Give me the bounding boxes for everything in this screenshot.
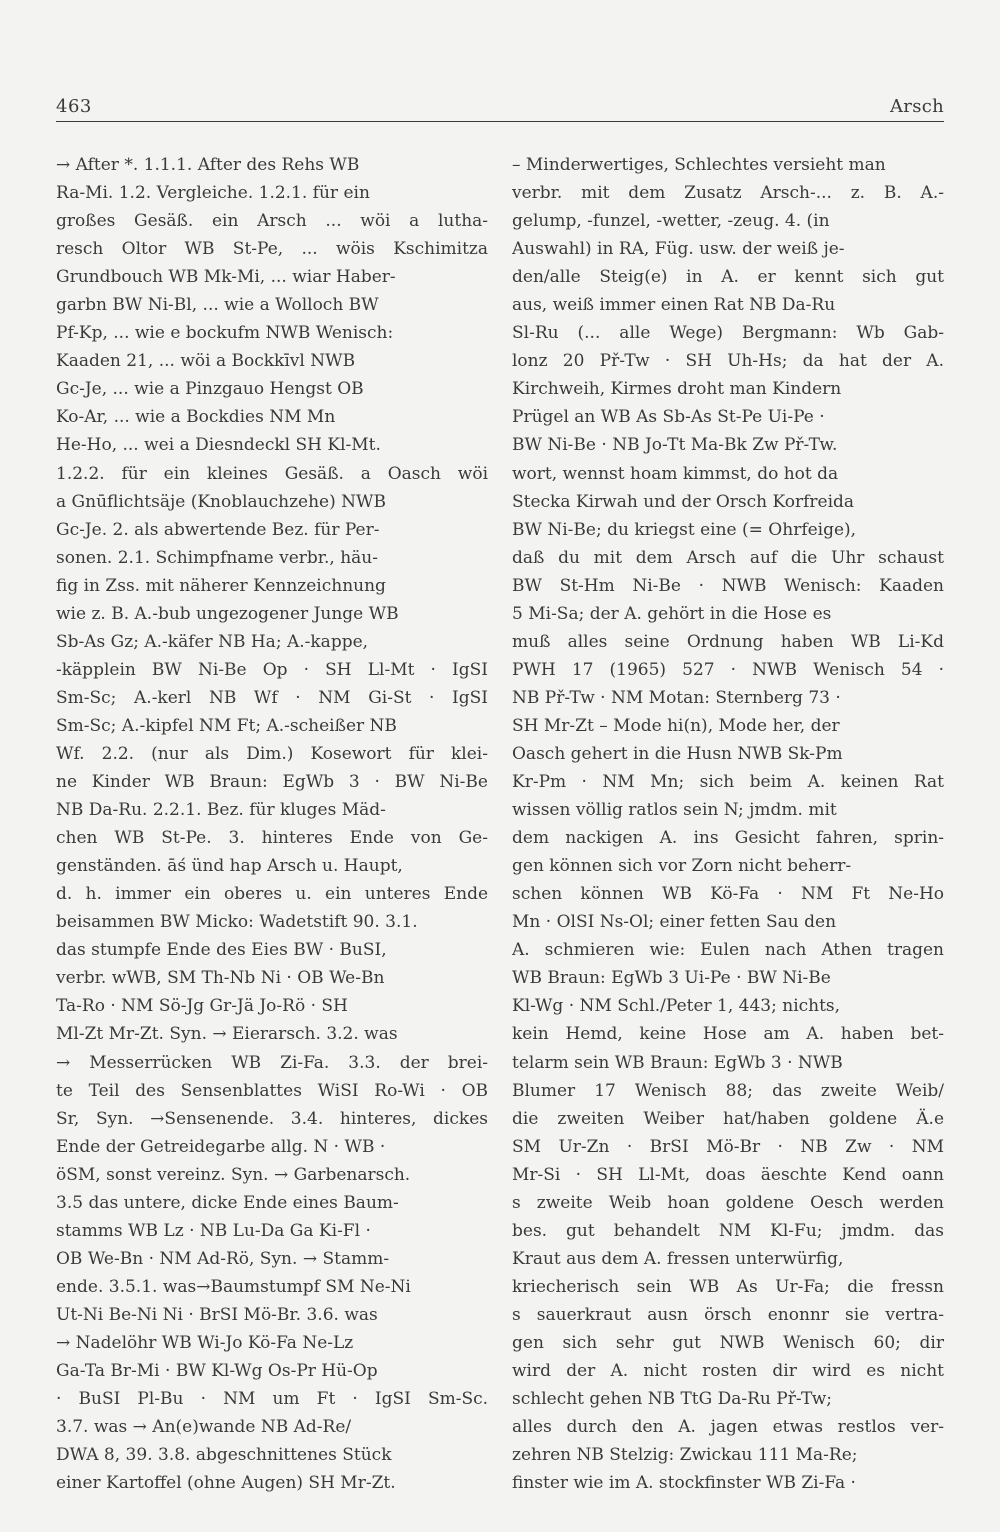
text-line: großes Gesäß. ein Arsch ... wöi a lutha-: [56, 211, 488, 232]
text-line: Ml-Zt Mr-Zt. Syn. → Eierarsch. 3.2. was: [56, 1024, 398, 1045]
text-line: chen WB St-Pe. 3. hinteres Ende von Ge-: [56, 828, 488, 849]
text-line: Prügel an WB As Sb-As St-Pe Ui-Pe ·: [512, 407, 825, 428]
text-line: s sauerkraut ausn örsch enonnr sie vertra-: [512, 1304, 944, 1325]
text-line: DWA 8, 39. 3.8. abgeschnittenes Stück: [56, 1445, 392, 1466]
text-line: Oasch gehert in die Husn NWB Sk-Pm: [512, 743, 843, 764]
text-line: Gc-Je, ... wie a Pinzgauo Hengst OB: [56, 379, 364, 400]
text-line: zehren NB Stelzig: Zwickau 111 Ma-Re;: [512, 1445, 858, 1466]
text-line: schen können WB Kö-Fa · NM Ft Ne-Ho: [512, 884, 944, 905]
text-line: Gc-Je. 2. als abwertende Bez. für Per-: [56, 519, 380, 540]
text-line: → Messerrücken WB Zi-Fa. 3.3. der brei-: [56, 1052, 488, 1073]
text-line: NB Př-Tw · NM Motan: Sternberg 73 ·: [512, 687, 841, 708]
text-line: gen sich sehr gut NWB Wenisch 60; dir: [512, 1332, 944, 1353]
text-line: kriecherisch sein WB As Ur-Fa; die fressn: [512, 1276, 944, 1297]
text-line: Stecka Kirwah und der Orsch Korfreida: [512, 491, 855, 512]
text-line: -käpplein BW Ni-Be Op · SH Ll-Mt · IgSI: [56, 659, 488, 680]
text-line: garbn BW Ni-Bl, ... wie a Wolloch BW: [56, 295, 379, 316]
text-line: lonz 20 Př-Tw · SH Uh-Hs; da hat der A.: [512, 351, 944, 372]
running-head: Arsch: [889, 96, 944, 117]
text-line: sonen. 2.1. Schimpfname verbr., häu-: [56, 547, 379, 568]
text-line: öSM, sonst vereinz. Syn. → Garbenarsch.: [56, 1164, 411, 1185]
text-line: finster wie im A. stockfinster WB Zi-Fa ·: [512, 1473, 856, 1494]
text-line: schlecht gehen NB TtG Da-Ru Př-Tw;: [512, 1389, 833, 1410]
text-line: wort, wennst hoam kimmst, do hot da: [512, 463, 839, 484]
text-line: WB Braun: EgWb 3 Ui-Pe · BW Ni-Be: [512, 968, 831, 989]
text-line: Wf. 2.2. (nur als Dim.) Kosewort für klei-: [56, 743, 488, 764]
text-line: Sm-Sc; A.-kerl NB Wf · NM Gi-St · IgSI: [56, 687, 488, 708]
text-line: SM Ur-Zn · BrSI Mö-Br · NB Zw · NM: [512, 1136, 944, 1157]
text-line: BW St-Hm Ni-Be · NWB Wenisch: Kaaden: [512, 575, 944, 596]
text-line: Mr-Si · SH Ll-Mt, doas äeschte Kend oann: [512, 1164, 944, 1185]
text-line: resch Oltor WB St-Pe, ... wöis Kschimitza: [56, 239, 488, 260]
text-line: Ra-Mi. 1.2. Vergleiche. 1.2.1. für ein: [56, 183, 370, 204]
text-line: Sl-Ru (... alle Wege) Bergmann: Wb Gab-: [512, 323, 944, 344]
text-line: Pf-Kp, ... wie e bockufm NWB Wenisch:: [56, 323, 394, 344]
text-line: gelump, -funzel, -wetter, -zeug. 4. (in: [512, 211, 830, 232]
text-line: Blumer 17 Wenisch 88; das zweite Weib/: [512, 1080, 944, 1101]
text-line: Ende der Getreidegarbe allg. N · WB ·: [56, 1136, 386, 1157]
text-line: Ut-Ni Be-Ni Ni · BrSI Mö-Br. 3.6. was: [56, 1304, 378, 1325]
text-line: genständen. āś ünd hap Arsch u. Haupt,: [56, 856, 403, 877]
text-line: einer Kartoffel (ohne Augen) SH Mr-Zt.: [56, 1473, 396, 1494]
text-line: daß du mit dem Arsch auf die Uhr schaust: [512, 547, 944, 568]
text-line: gen können sich vor Zorn nicht beherr-: [512, 856, 852, 877]
text-line: muß alles seine Ordnung haben WB Li-Kd: [512, 631, 944, 652]
right-column: [512, 151, 944, 1497]
text-line: ne Kinder WB Braun: EgWb 3 · BW Ni-Be: [56, 772, 488, 793]
text-line: 5 Mi-Sa; der A. gehört in die Hose es: [512, 603, 832, 624]
text-line: fig in Zss. mit näherer Kennzeichnung: [56, 575, 386, 596]
text-line: d. h. immer ein oberes u. ein unteres Ende: [56, 884, 488, 905]
text-line: wissen völlig ratlos sein N; jmdm. mit: [512, 800, 837, 821]
text-line: dem nackigen A. ins Gesicht fahren, sprin-: [512, 828, 944, 849]
text-line: den/alle Steig(e) in A. er kennt sich gut: [512, 267, 944, 288]
text-line: A. schmieren wie: Eulen nach Athen tragen: [512, 940, 944, 961]
text-line: telarm sein WB Braun: EgWb 3 · NWB: [512, 1052, 843, 1073]
text-line: Grundbouch WB Mk-Mi, ... wiar Haber-: [56, 267, 396, 288]
text-line: NB Da-Ru. 2.2.1. Bez. für kluges Mäd-: [56, 800, 386, 821]
text-line: → After *. 1.1.1. After des Rehs WB: [56, 155, 360, 175]
text-line: Ga-Ta Br-Mi · BW Kl-Wg Os-Pr Hü-Op: [56, 1361, 378, 1382]
text-line: s zweite Weib hoan goldene Oesch werden: [512, 1192, 944, 1213]
text-line: stamms WB Lz · NB Lu-Da Ga Ki-Fl ·: [56, 1220, 371, 1241]
text-line: beisammen BW Micko: Wadetstift 90. 3.1.: [56, 912, 418, 933]
text-line: a Gnūflichtsäje (Knoblauchzehe) NWB: [56, 491, 386, 512]
text-line: Ko-Ar, ... wie a Bockdies NM Mn: [56, 407, 336, 428]
text-line: 3.5 das untere, dicke Ende eines Baum-: [56, 1192, 399, 1213]
text-line: wird der A. nicht rosten dir wird es nicht: [512, 1361, 944, 1382]
text-line: wie z. B. A.-bub ungezogener Junge WB: [56, 603, 399, 624]
text-line: ende. 3.5.1. was→Baumstumpf SM Ne-Ni: [56, 1276, 411, 1297]
text-line: BW Ni-Be · NB Jo-Tt Ma-Bk Zw Př-Tw.: [512, 435, 838, 456]
text-line: 1.2.2. für ein kleines Gesäß. a Oasch wöi: [56, 463, 488, 484]
text-line: → Nadelöhr WB Wi-Jo Kö-Fa Ne-Lz: [56, 1332, 354, 1353]
text-line: Kraut aus dem A. fressen unterwürfig,: [512, 1248, 844, 1269]
text-line: He-Ho, ... wei a Diesndeckl SH Kl-Mt.: [56, 435, 381, 456]
text-line: verbr. wWB, SM Th-Nb Ni · OB We-Bn: [56, 968, 385, 989]
text-line: Kirchweih, Kirmes droht man Kindern: [512, 379, 842, 400]
text-line: Sm-Sc; A.-kipfel NM Ft; A.-scheißer NB: [56, 715, 397, 736]
text-line: · BuSI Pl-Bu · NM um Ft · IgSI Sm-Sc.: [56, 1389, 488, 1410]
text-line: die zweiten Weiber hat/haben goldene Ä.e: [512, 1108, 944, 1129]
text-line: verbr. mit dem Zusatz Arsch-... z. B. A.-: [512, 183, 944, 204]
text-line: Kl-Wg · NM Schl./Peter 1, 443; nichts,: [512, 996, 841, 1017]
text-line: Ta-Ro · NM Sö-Jg Gr-Jä Jo-Rö · SH: [56, 996, 348, 1017]
text-line: bes. gut behandelt NM Kl-Fu; jmdm. das: [512, 1220, 944, 1241]
page-header: [56, 96, 944, 124]
text-line: Sb-As Gz; A.-käfer NB Ha; A.-kappe,: [56, 631, 369, 652]
text-line: Mn · OlSI Ns-Ol; einer fetten Sau den: [512, 912, 837, 933]
text-line: te Teil des Sensenblattes WiSI Ro-Wi · OB: [56, 1080, 488, 1101]
text-line: kein Hemd, keine Hose am A. haben bet-: [512, 1024, 944, 1045]
text-line: das stumpfe Ende des Eies BW · BuSI,: [56, 940, 387, 961]
text-line: OB We-Bn · NM Ad-Rö, Syn. → Stamm-: [56, 1248, 390, 1269]
text-line: SH Mr-Zt – Mode hi(n), Mode her, der: [512, 715, 840, 736]
text-line: aus, weiß immer einen Rat NB Da-Ru: [512, 295, 836, 316]
text-line: 3.7. was → An(e)wande NB Ad-Re/: [56, 1417, 352, 1438]
text-line: Sr, Syn. →Sensenende. 3.4. hinteres, dickes: [56, 1108, 488, 1129]
text-line: BW Ni-Be; du kriegst eine (= Ohrfeige),: [512, 519, 857, 540]
text-line: Auswahl) in RA, Füg. usw. der weiß je-: [512, 239, 845, 260]
header-rule: [56, 121, 944, 122]
page-number: 463: [56, 96, 92, 117]
text-line: Kr-Pm · NM Mn; sich beim A. keinen Rat: [512, 772, 944, 793]
text-line: Kaaden 21, ... wöi a Bockkīvl NWB: [56, 351, 356, 372]
text-line: PWH 17 (1965) 527 · NWB Wenisch 54 ·: [512, 659, 944, 680]
left-column: [56, 151, 488, 1497]
text-line: – Minderwertiges, Schlechtes versieht man: [512, 155, 886, 175]
text-line: alles durch den A. jagen etwas restlos ver-: [512, 1417, 944, 1438]
